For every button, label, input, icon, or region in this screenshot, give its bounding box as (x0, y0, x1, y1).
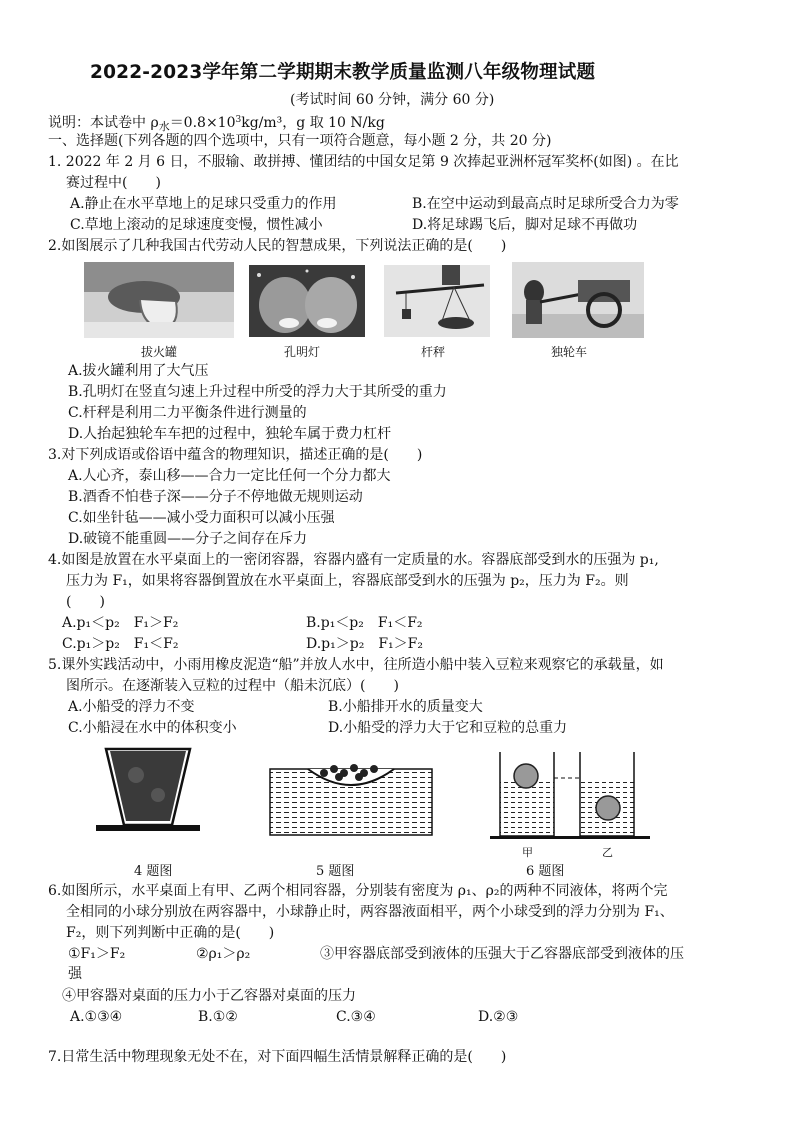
caption-kongming-lantern: 孔明灯 (284, 345, 321, 359)
caption-steelyard: 杆秤 (421, 345, 446, 359)
figure-5-boat-diagram (268, 755, 434, 837)
q4-stem-line2: 压力为 F₁，如果将容器倒置放在水平桌面上，容器底部受到水的压强为 p₂，压力为 F₂。则 (66, 573, 629, 589)
q4-option-c: C.p₁＞p₂ F₁＜F₂ (62, 636, 179, 652)
q1-option-c: C.草地上滚动的足球速度变慢，惯性减小 (70, 217, 323, 233)
q3-option-d: D.破镜不能重圆——分子之间存在斥力 (68, 531, 308, 547)
q6-statement-2: ②ρ₁＞ρ₂ (196, 946, 251, 962)
q4-option-d: D.p₁＞p₂ F₁＞F₂ (306, 636, 423, 652)
q1-option-b: B.在空中运动到最高点时足球所受合力为零 (412, 196, 679, 212)
section-heading: 一、选择题(下列各题的四个选项中，只有一项符合题意，每小题 2 分，共 20 分) (48, 133, 552, 149)
q5-option-b: B.小船排开水的质量变大 (328, 699, 483, 715)
note-sub: 水 (158, 120, 170, 133)
figure-5-caption: 5 题图 (316, 864, 355, 879)
q3-option-a: A.人心齐，泰山移——合力一定比任何一个分力都大 (68, 468, 391, 484)
note-text-mid: ＝0.8×10 (169, 115, 236, 131)
q1-stem-line1: 1. 2022 年 2 月 6 日，不服输、敢拼搏、懂团结的中国女足第 9 次捧起亚洲杯冠军奖杯(如图) 。在比 (48, 154, 679, 170)
q3-option-c: C.如坐针毡——减小受力面积可以减小压强 (68, 510, 335, 526)
note-text-post: kg/m³，g 取 10 N/kg (241, 115, 385, 131)
figure-4-caption: 4 题图 (134, 864, 173, 879)
q5-option-a: A.小船受的浮力不变 (68, 699, 195, 715)
steelyard-photo (384, 265, 490, 337)
q2-option-d: D.人抬起独轮车车把的过程中，独轮车属于费力杠杆 (68, 426, 392, 442)
caption-wheelbarrow: 独轮车 (551, 345, 588, 359)
exam-time-note: (考试时间 60 分钟，满分 60 分) (290, 92, 495, 108)
q4-option-b: B.p₁＜p₂ F₁＜F₂ (306, 615, 423, 631)
q6-option-b: B.①② (198, 1009, 238, 1025)
q5-stem-line2: 图所示。在逐渐装入豆粒的过程中（船未沉底）( ) (66, 678, 399, 694)
figure-6-two-containers-diagram (490, 750, 650, 842)
kongming-lantern-photo (249, 265, 365, 337)
q6-option-a: A.①③④ (70, 1009, 123, 1025)
figure-6-caption: 6 题图 (526, 864, 565, 879)
q6-statement-3-cont: 强 (68, 966, 82, 982)
q5-option-c: C.小船浸在水中的体积变小 (68, 720, 237, 736)
q4-option-a: A.p₁＜p₂ F₁＞F₂ (62, 615, 179, 631)
exam-title: 2022-2023学年第二学期期末教学质量监测八年级物理试题 (90, 62, 596, 83)
q2-option-b: B.孔明灯在竖直匀速上升过程中所受的浮力大于其所受的重力 (68, 384, 447, 400)
q6-statement-4: ④甲容器对桌面的压力小于乙容器对桌面的压力 (62, 988, 356, 1004)
q1-option-a: A.静止在水平草地上的足球只受重力的作用 (70, 196, 337, 212)
q7-stem: 7.日常生活中物理现象无处不在，对下面四幅生活情景解释正确的是( ) (48, 1049, 507, 1065)
q6-statement-3: ③甲容器底部受到液体的压强大于乙容器底部受到液体的压 (320, 946, 684, 962)
q2-option-a: A.拔火罐利用了大气压 (68, 363, 209, 379)
q3-stem: 3.对下列成语或俗语中蕴含的物理知识，描述正确的是( ) (48, 447, 423, 463)
q2-stem: 2.如图展示了几种我国古代劳动人民的智慧成果，下列说法正确的是( ) (48, 238, 507, 254)
q6-stem-line2: 全相同的小球分别放在两容器中，小球静止时，两容器液面相平，两个小球受到的浮力分别为 F₁、 (66, 904, 674, 920)
note-text-pre: 说明：本试卷中 ρ (48, 115, 159, 131)
q5-stem-line1: 5.课外实践活动中，小雨用橡皮泥造“船”并放人水中，往所造小船中装入豆粒来观察它的承载量，如 (48, 657, 664, 673)
q1-stem-line2: 赛过程中( ) (66, 175, 161, 191)
q4-stem-line1: 4.如图是放置在水平桌面上的一密闭容器，容器内盛有一定质量的水。容器底部受到水的压强为 p₁, (48, 552, 659, 568)
q6-option-d: D.②③ (478, 1009, 519, 1025)
cupping-photo (84, 262, 234, 338)
q6-stem-line1: 6.如图所示，水平桌面上有甲、乙两个相同容器，分别装有密度为 ρ₁、ρ₂的两种不同液体，将两个完 (48, 883, 668, 899)
figure-6-label-yi: 乙 (602, 846, 613, 859)
q6-option-c: C.③④ (336, 1009, 376, 1025)
figure-6-label-jia: 甲 (522, 846, 533, 859)
caption-cupping: 拔火罐 (141, 345, 178, 359)
q5-option-d: D.小船受的浮力大于它和豆粒的总重力 (328, 720, 568, 736)
q6-stem-line3: F₂，则下列判断中正确的是( ) (66, 925, 275, 941)
q4-stem-line3: ( ) (66, 594, 105, 610)
figure-4-container-diagram (96, 745, 200, 837)
q3-option-b: B.酒香不怕巷子深——分子不停地做无规则运动 (68, 489, 363, 505)
note-sup: 3 (235, 115, 242, 125)
q1-option-d: D.将足球踢飞后，脚对足球不再做功 (412, 217, 638, 233)
q2-option-c: C.杆秤是利用二力平衡条件进行测量的 (68, 405, 307, 421)
wheelbarrow-photo (512, 262, 644, 338)
q6-statement-1: ①F₁＞F₂ (68, 946, 126, 962)
